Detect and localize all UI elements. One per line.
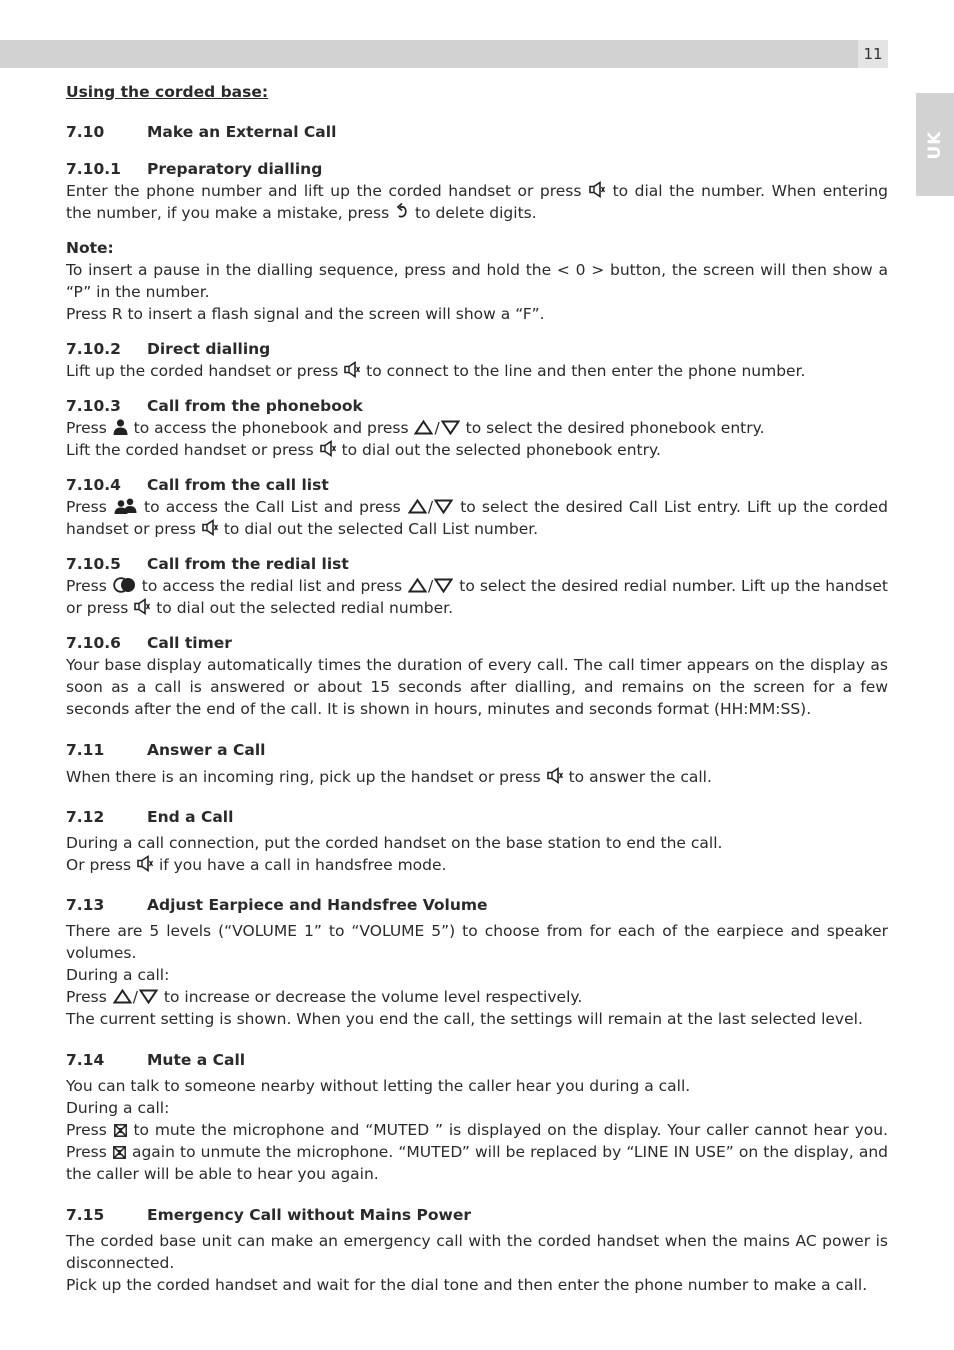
paragraph-7-10-3: Press to access the phonebook and press / to select the desired phonebook entry. Lift the corded handset or press to dial out the selected phonebook entry.	[66, 419, 765, 459]
heading-7-10-1: 7.10.1 Preparatory dialling	[66, 160, 323, 178]
paragraph-7-14-2: During a call:	[66, 1099, 170, 1117]
up-arrow-icon	[408, 499, 427, 514]
note-paragraph-1: To insert a pause in the dialling sequence, press and hold the < 0 > button, the screen will then show a “P” in the number.	[66, 261, 888, 301]
up-arrow-icon	[414, 420, 433, 435]
paragraph-7-10-2: Lift up the corded handset or press to connect to the line and then enter the phone number.	[66, 362, 806, 380]
phonebook-person-icon	[113, 419, 128, 435]
paragraph-7-10-5: Press to access the redial list and press / to select the desired redial number. Lift up the handset or press to dial out the selected redial number.	[66, 577, 888, 617]
heading-7-10-3: 7.10.3 Call from the phonebook	[66, 397, 363, 415]
page-number: 11	[858, 40, 888, 68]
intro-heading: Using the corded base:	[66, 83, 269, 101]
paragraph-7-13-1: There are 5 levels (“VOLUME 1” to “VOLUME 5”) to choose from for each of the earpiece and speaker volumes.	[66, 922, 888, 962]
down-arrow-icon	[441, 420, 460, 435]
paragraph-7-11: When there is an incoming ring, pick up the handset or press to answer the call.	[66, 768, 712, 786]
note-paragraph-2: Press R to insert a flash signal and the screen will show a “F”.	[66, 305, 545, 323]
paragraph-7-13-4: The current setting is shown. When you end the call, the settings will remain at the last selected level.	[66, 1010, 863, 1028]
speaker-icon	[134, 598, 150, 615]
up-arrow-icon	[113, 989, 132, 1004]
paragraph-7-10-1: Enter the phone number and lift up the corded handset or press to dial the number. When entering the number, if you make a mistake, press to delete digits.	[66, 182, 889, 222]
heading-7-12: 7.12 End a Call	[66, 808, 234, 826]
speaker-icon	[320, 440, 336, 457]
paragraph-7-15-1: The corded base unit can make an emergency call with the corded handset when the mains AC power is disconnected.	[66, 1232, 888, 1272]
heading-7-11: 7.11 Answer a Call	[66, 741, 266, 759]
call-list-people-icon	[114, 498, 137, 514]
page-content	[66, 80, 888, 1296]
language-tab-label: UK	[925, 130, 945, 159]
heading-7-10-4: 7.10.4 Call from the call list	[66, 476, 329, 494]
heading-7-14: 7.14 Mute a Call	[66, 1051, 246, 1069]
heading-7-10: 7.10 Make an External Call	[66, 123, 337, 141]
paragraph-7-12-1: During a call connection, put the corded handset on the base station to end the call.	[66, 834, 723, 852]
down-arrow-icon	[139, 989, 158, 1004]
heading-7-10-5: 7.10.5 Call from the redial list	[66, 555, 349, 573]
speaker-icon	[137, 855, 153, 872]
down-arrow-icon	[434, 499, 453, 514]
redial-icon	[113, 577, 136, 593]
speaker-icon	[547, 767, 563, 784]
paragraph-7-12-2: Or press if you have a call in handsfree mode.	[66, 856, 447, 874]
heading-7-13: 7.13 Adjust Earpiece and Handsfree Volume	[66, 896, 488, 914]
note-label: Note:	[66, 239, 114, 257]
speaker-icon	[589, 181, 605, 198]
mute-icon	[114, 1124, 127, 1137]
header-bar	[0, 40, 858, 68]
speaker-icon	[202, 519, 218, 536]
paragraph-7-13-2: During a call:	[66, 966, 170, 984]
down-arrow-icon	[434, 578, 453, 593]
paragraph-7-10-4: Press to access the Call List and press / to select the desired Call List entry. Lift up the corded handset or press to dial out the selected Call List number.	[66, 498, 888, 538]
heading-7-10-6: 7.10.6 Call timer	[66, 634, 232, 652]
up-arrow-icon	[408, 578, 427, 593]
language-tab	[916, 93, 954, 196]
r-key-glyph: R	[111, 305, 123, 323]
speaker-icon	[344, 361, 360, 378]
paragraph-7-14-3: Press to mute the microphone and “MUTED ” is displayed on the display. Your caller cannot hear you. Press again to unmute the microphone. “MUTED” will be replaced by “LINE IN USE” on the display, and the caller will be able to hear you again.	[66, 1121, 888, 1183]
paragraph-7-15-2: Pick up the corded handset and wait for the dial tone and then enter the phone number to make a call.	[66, 1276, 868, 1294]
heading-7-10-2: 7.10.2 Direct dialling	[66, 340, 271, 358]
paragraph-7-10-6: Your base display automatically times the duration of every call. The call timer appears on the display as soon as a call is answered or about 15 seconds after dialling, and remains on the screen for a few seconds after the end of the call. It is shown in hours, minutes and seconds format (HH:MM:SS).	[66, 656, 888, 718]
paragraph-7-13-3: Press / to increase or decrease the volume level respectively.	[66, 988, 583, 1006]
mute-icon	[113, 1146, 126, 1159]
back-delete-icon	[395, 203, 409, 220]
heading-7-15: 7.15 Emergency Call without Mains Power	[66, 1206, 471, 1224]
paragraph-7-14-1: You can talk to someone nearby without letting the caller hear you during a call.	[66, 1077, 691, 1095]
